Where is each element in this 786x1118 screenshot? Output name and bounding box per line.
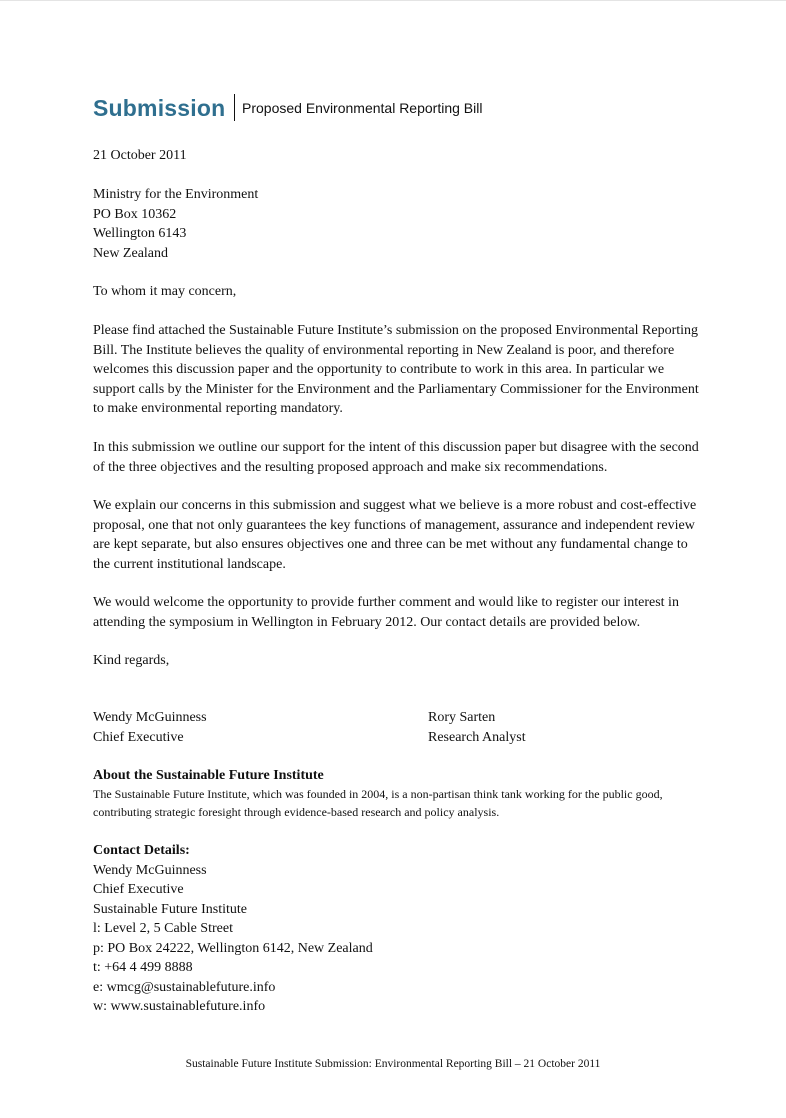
about-heading: About the Sustainable Future Institute — [93, 768, 324, 783]
signatory-right — [428, 708, 526, 747]
salutation: To whom it may concern, — [93, 284, 237, 299]
contact-heading: Contact Details: — [93, 843, 190, 858]
header-title: Submission — [93, 95, 226, 121]
letter-date: 21 October 2011 — [93, 148, 187, 163]
contact-postal: p: PO Box 24222, Wellington 6142, New Zealand — [93, 940, 373, 956]
signatory-name: Rory Sarten — [428, 710, 496, 725]
top-border — [0, 0, 786, 1]
contact-org: Sustainable Future Institute — [93, 901, 247, 917]
body-paragraph-3: We explain our concerns in this submission and suggest what we believe is a more robust and cost-effective proposal, one that not only guarantees the key functions of management, assurance and independent review are kept separate, but also ensures objectives one and three can be met without any fundamental change to the current institutional landscape. — [93, 498, 697, 572]
signatory-title: Chief Executive — [93, 729, 184, 745]
contact-details — [93, 841, 373, 1017]
document-header — [93, 93, 713, 123]
recipient-line: Ministry for the Environment — [93, 187, 259, 202]
contact-location: l: Level 2, 5 Cable Street — [93, 921, 233, 936]
closing: Kind regards, — [93, 653, 170, 668]
signatory-left — [93, 708, 207, 747]
contact-website[interactable]: w: www.sustainablefuture.info — [93, 999, 266, 1014]
contact-role: Chief Executive — [93, 882, 184, 897]
about-text: The Sustainable Future Institute, which was founded in 2004, is a non-partisan think tank working for the public good, contributing strategic foresight through evidence-based research and policy analysis. — [93, 787, 663, 819]
header-subtitle: Proposed Environmental Reporting Bill — [242, 100, 483, 116]
contact-email[interactable]: e: wmcg@sustainablefuture.info — [93, 979, 276, 995]
signatory-title: Research Analyst — [428, 729, 526, 745]
signatory-name: Wendy McGuinness — [93, 710, 207, 725]
body-paragraph-1: Please find attached the Sustainable Future Institute’s submission on the proposed Environmental Reporting Bill. The Institute believes the quality of environmental reporting in New Zealand is poor, and therefore welcomes this discussion paper and the opportunity to contribute to work in this area. In particular we support calls by the Minister for the Environment and the Parliamentary Commissioner for the Environment to make environmental reporting mandatory. — [93, 323, 699, 416]
header-divider — [234, 94, 235, 121]
recipient-address — [93, 185, 258, 263]
body-paragraph-4: We would welcome the opportunity to provide further comment and would like to register our interest in attending the symposium in Wellington in February 2012. Our contact details are provided below. — [93, 595, 679, 630]
recipient-line: New Zealand — [93, 245, 169, 261]
body-paragraph-2: In this submission we outline our support for the intent of this discussion paper but disagree with the second of the three objectives and the resulting proposed approach and make six recommendations. — [93, 440, 699, 475]
contact-name: Wendy McGuinness — [93, 862, 207, 878]
recipient-line: PO Box 10362 — [93, 206, 177, 222]
recipient-line: Wellington 6143 — [93, 226, 187, 241]
page-footer: Sustainable Future Institute Submission: Environmental Reporting Bill – 21 October 2011 — [185, 1058, 601, 1070]
contact-phone: t: +64 4 499 8888 — [93, 960, 193, 975]
